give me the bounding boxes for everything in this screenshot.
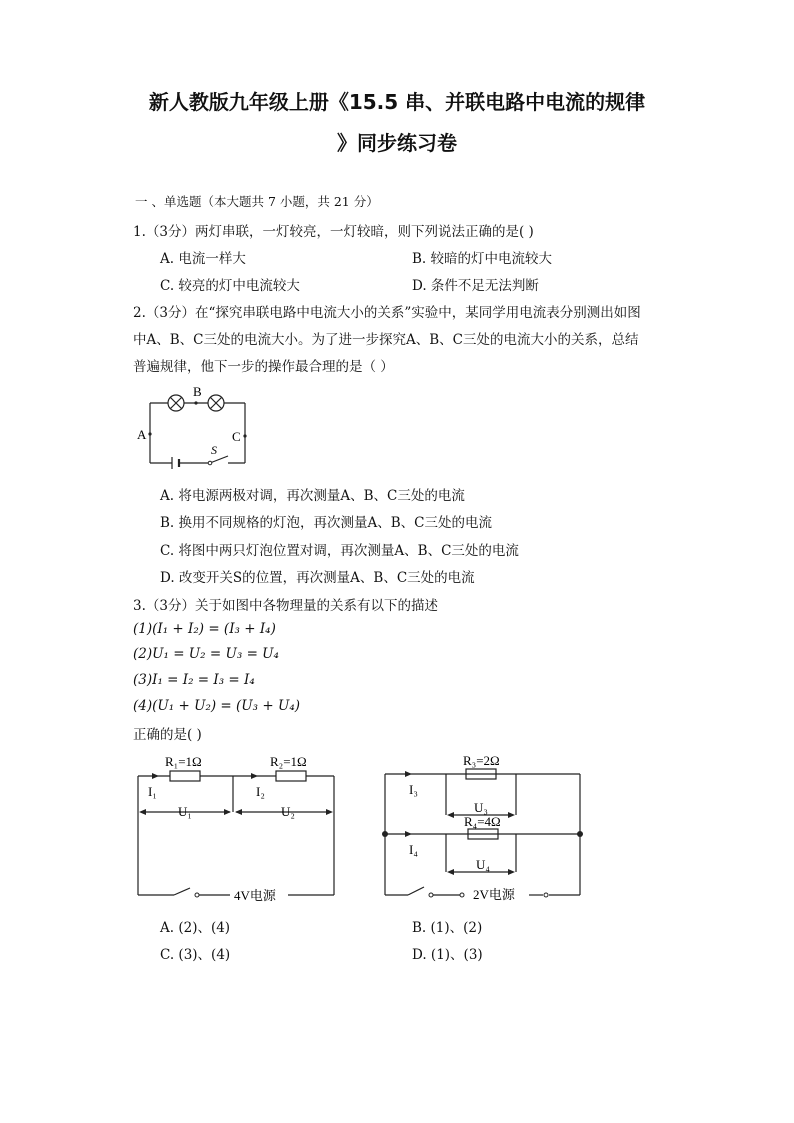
page-title-line1: 新人教版九年级上册《15.5 串、并联电路中电流的规律 <box>148 90 646 114</box>
u1-label: U₁ <box>178 804 192 819</box>
q3-statement-3: (3)I₁ = I₂ = I₃ = I₄ <box>133 672 255 688</box>
label-s: S <box>211 443 217 457</box>
u3-label: U₃ <box>474 800 488 815</box>
q2-stem-line2: 中A、B、C三处的电流大小。为了进一步探究A、B、C三处的电流大小的关系，总结 <box>133 332 639 348</box>
r2-label: R₂=1Ω <box>270 754 307 769</box>
q2-stem-line3: 普遍规律，他下一步的操作最合理的是（ ） <box>133 359 394 375</box>
q3-series-circuit <box>130 748 345 908</box>
source-2v-label: 2V电源 <box>473 887 515 902</box>
q3-stem: 3.（3分）关于如图中各物理量的关系有以下的描述 <box>133 598 438 614</box>
i1-label: I₁ <box>148 784 157 799</box>
q3-ask: 正确的是( ) <box>133 727 202 743</box>
page-title-line2: 》同步练习卷 <box>337 131 457 155</box>
section-heading: 一 、单选题（本大题共 7 小题，共 21 分） <box>135 194 379 209</box>
r1-label: R₁=1Ω <box>165 754 202 769</box>
i2-label: I₂ <box>256 784 265 799</box>
label-b: B <box>193 384 202 399</box>
q3-option-a[interactable]: A. (2)、(4) <box>160 920 231 936</box>
q1-option-c[interactable]: C. 较亮的灯中电流较大 <box>160 278 300 294</box>
i4-label: I₄ <box>409 842 418 857</box>
u2-label: U₂ <box>281 804 295 819</box>
q2-circuit-diagram <box>135 380 255 470</box>
label-c: C <box>232 429 241 444</box>
r3-label: R₃=2Ω <box>463 753 500 768</box>
q3-statement-1: (1)(I₁ + I₂) = (I₃ + I₄) <box>133 621 276 637</box>
q1-stem: 1.（3分）两灯串联，一灯较亮，一灯较暗，则下列说法正确的是( ) <box>133 224 534 240</box>
q3-statement-2: (2)U₁ = U₂ = U₃ = U₄ <box>133 646 279 662</box>
q1-option-a[interactable]: A. 电流一样大 <box>160 251 246 267</box>
q2-option-c[interactable]: C. 将图中两只灯泡位置对调，再次测量A、B、C三处的电流 <box>160 543 519 559</box>
resistor-r1-icon <box>170 771 200 781</box>
q1-option-d[interactable]: D. 条件不足无法判断 <box>412 278 539 294</box>
source-4v-label: 4V电源 <box>234 888 276 903</box>
q3-option-d[interactable]: D. (1)、(3) <box>412 947 483 963</box>
label-a: A <box>137 427 147 442</box>
q2-option-b[interactable]: B. 换用不同规格的灯泡，再次测量A、B、C三处的电流 <box>160 515 493 531</box>
r4-label: R₄=4Ω <box>464 814 501 829</box>
resistor-r2-icon <box>276 771 306 781</box>
q3-option-c[interactable]: C. (3)、(4) <box>160 947 231 963</box>
i3-label: I₃ <box>409 782 418 797</box>
u4-label: U₄ <box>476 857 490 872</box>
q2-option-a[interactable]: A. 将电源两极对调，再次测量A、B、C三处的电流 <box>160 488 465 504</box>
q1-option-b[interactable]: B. 较暗的灯中电流较大 <box>412 251 553 267</box>
q2-stem-line1: 2.（3分）在“探究串联电路中电流大小的关系”实验中，某同学用电流表分别测出如图 <box>133 305 641 321</box>
q3-statement-4: (4)(U₁ + U₂) = (U₃ + U₄) <box>133 698 301 714</box>
q3-parallel-circuit <box>378 748 593 908</box>
q3-option-b[interactable]: B. (1)、(2) <box>412 920 483 936</box>
q2-option-d[interactable]: D. 改变开关S的位置，再次测量A、B、C三处的电流 <box>160 570 475 586</box>
